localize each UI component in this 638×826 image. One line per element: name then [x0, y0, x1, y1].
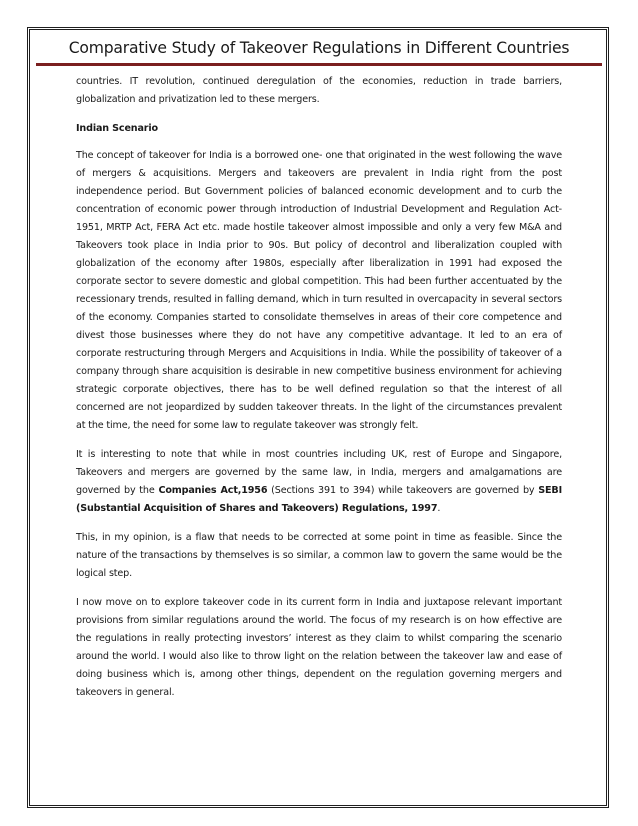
law-text-1: It is interesting to note that while in most countries including UK, rest of Europe and Singapore, Takeovers and mergers are governed by the same law, in India, mergers and amalgamations are governed by the: [76, 449, 562, 496]
paragraph-indian-scenario: The concept of takeover for India is a borrowed one- one that originated in the west following the wave of mergers & acquisitions. Mergers and takeovers are prevalent in India right from the post independence period. But Government policies of balanced economic development and to curb the concentration of economic power through introduction of Industrial Development and Regulation Act-1951, MRTP Act, FERA Act etc. made hostile takeover almost impossible and only a very few M&A and Takeovers took place in India prior to 90s. But policy of decontrol and liberalization coupled with globalization of the economy after 1980s, especially after liberalization in 1991 had exposed the corporate sector to severe domestic and global competition. This had been further accentuated by the recessionary trends, resulted in falling demand, which in turn resulted in overcapacity in several sectors of the economy. Companies started to consolidate themselves in areas of their core competence and divest those businesses where they do not have any competitive advantage. It led to an era of corporate restructuring through Mergers and Acquisitions in India. While the possibility of takeover of a company through share acquisition is desirable in new competitive business environment for achieving strategic corporate objectives, there has to be well defined regulation so that the interest of all concerned are not jeopardized by sudden takeover threats. In the light of the circumstances prevalent at the time, the need for some law to regulate takeover was strongly felt.: [76, 150, 562, 431]
paragraph-governing-law: [76, 446, 562, 518]
paragraph-flaw-opinion: This, in my opinion, is a flaw that needs to be corrected at some point in time as feasible. Since the nature of the transactions by themselves is so similar, a common law to govern the same would be the logical step.: [76, 532, 562, 579]
law-text-3: .: [437, 503, 441, 514]
sebi-regulations-reference: SEBI (Substantial Acquisition of Shares and Takeovers) Regulations, 1997: [76, 485, 562, 514]
section-heading-indian-scenario: Indian Scenario: [76, 123, 158, 134]
companies-act-reference: Companies Act,1956: [158, 485, 268, 496]
law-text-2: (Sections 391 to 394) while takeovers are governed by: [267, 485, 539, 496]
paragraph-research-focus: I now move on to explore takeover code in its current form in India and juxtapose relevant important provisions from similar regulations around the world. The focus of my research is on how effective are the regulations in really protecting investors’ interest as they claim to whilst comparing the scenario around the world. I would also like to throw light on the relation between the takeover law and ease of doing business which is, among other things, dependent on the regulation governing mergers and takeovers in general.: [76, 597, 562, 698]
paragraph-intro: countries. IT revolution, continued deregulation of the economies, reduction in trade barriers, globalization and privatization led to these mergers.: [76, 76, 562, 105]
page-header-title: Comparative Study of Takeover Regulations in Different Countries: [36, 35, 602, 66]
document-body: [76, 73, 562, 713]
